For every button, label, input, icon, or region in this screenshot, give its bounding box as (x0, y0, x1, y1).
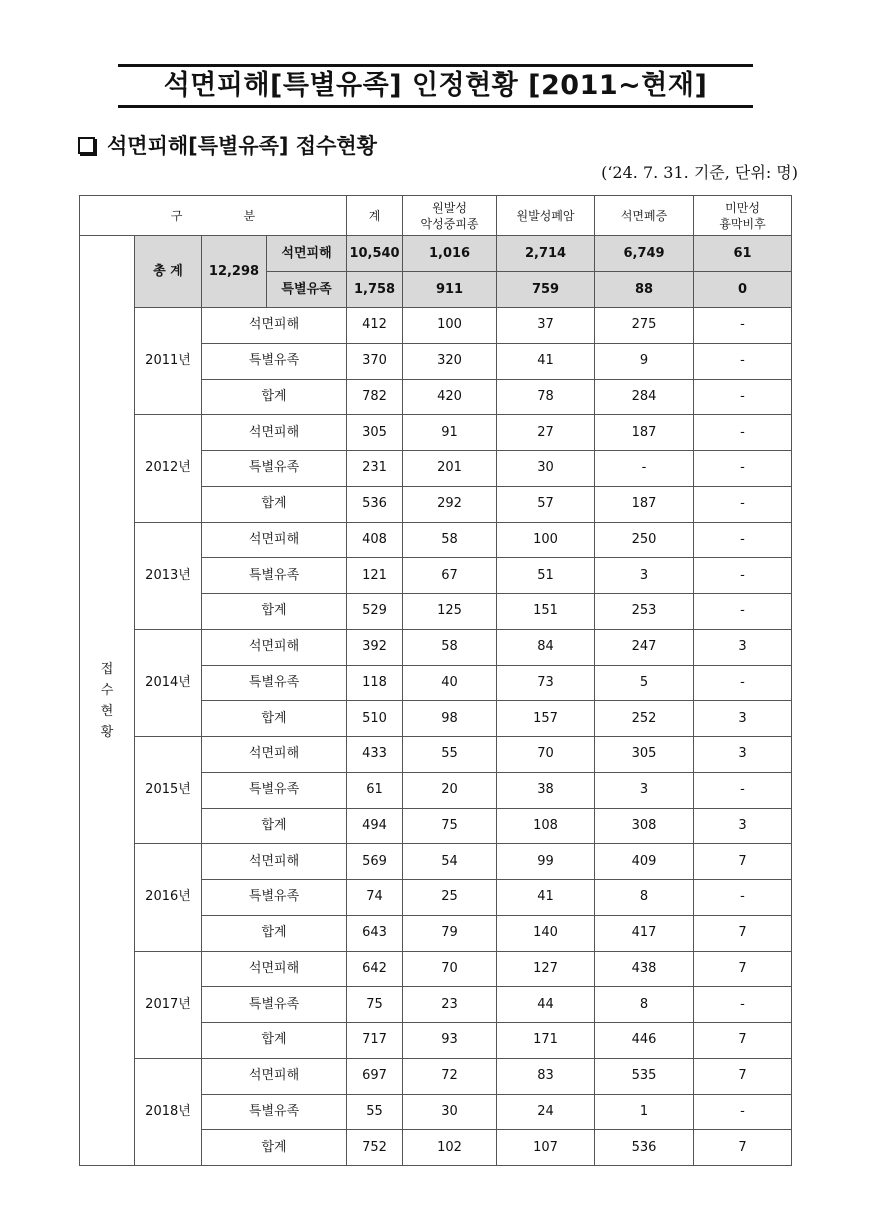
cell-pleural: 3 (694, 629, 792, 665)
cell-asbestosis: 308 (595, 808, 694, 844)
row-type: 특별유족 (267, 272, 347, 308)
cell-mesothelioma: 54 (403, 844, 497, 880)
cell-lung-cancer: 127 (497, 951, 595, 987)
table-row (80, 308, 792, 344)
year-label: 2016년 (135, 844, 202, 951)
cell-lung-cancer: 99 (497, 844, 595, 880)
cell-lung-cancer: 157 (497, 701, 595, 737)
cell-mesothelioma: 125 (403, 594, 497, 630)
cell-total: 697 (347, 1058, 403, 1094)
year-label: 2017년 (135, 951, 202, 1058)
cell-total: 75 (347, 987, 403, 1023)
title-top-rule (118, 64, 753, 67)
cell-total: 642 (347, 951, 403, 987)
header-pleural: 미만성 흉막비후 (694, 196, 792, 236)
section-heading (78, 130, 377, 160)
cell-mesothelioma: 75 (403, 808, 497, 844)
row-type: 석면피해 (202, 522, 347, 558)
cell-mesothelioma: 58 (403, 629, 497, 665)
cell-lung-cancer: 759 (497, 272, 595, 308)
cell-total: 717 (347, 1023, 403, 1059)
cell-total: 433 (347, 737, 403, 773)
cell-total: 370 (347, 343, 403, 379)
cell-pleural: - (694, 522, 792, 558)
row-type: 석면피해 (202, 951, 347, 987)
cell-total: 305 (347, 415, 403, 451)
cell-asbestosis: 1 (595, 1094, 694, 1130)
page-title: 석면피해[특별유족] 인정현황 [2011~현재] (163, 70, 708, 101)
cell-lung-cancer: 84 (497, 629, 595, 665)
section-title: 석면피해[특별유족] 접수현황 (107, 134, 377, 158)
cell-lung-cancer: 51 (497, 558, 595, 594)
year-label: 2014년 (135, 629, 202, 736)
cell-lung-cancer: 41 (497, 880, 595, 916)
unit-note: (‘24. 7. 31. 기준, 단위: 명) (601, 163, 798, 182)
cell-asbestosis: 409 (595, 844, 694, 880)
cell-mesothelioma: 30 (403, 1094, 497, 1130)
cell-asbestosis: 305 (595, 737, 694, 773)
cell-pleural: 7 (694, 1130, 792, 1166)
cell-asbestosis: 446 (595, 1023, 694, 1059)
cell-asbestosis: 187 (595, 415, 694, 451)
cell-mesothelioma: 91 (403, 415, 497, 451)
cell-lung-cancer: 107 (497, 1130, 595, 1166)
table-row (80, 951, 792, 987)
year-label: 2011년 (135, 308, 202, 415)
cell-asbestosis: 275 (595, 308, 694, 344)
cell-total: 643 (347, 915, 403, 951)
table-row (80, 737, 792, 773)
cell-mesothelioma: 102 (403, 1130, 497, 1166)
cell-pleural: - (694, 880, 792, 916)
cell-lung-cancer: 73 (497, 665, 595, 701)
cell-pleural: - (694, 379, 792, 415)
row-type: 석면피해 (202, 737, 347, 773)
cell-lung-cancer: 41 (497, 343, 595, 379)
cell-mesothelioma: 40 (403, 665, 497, 701)
cell-lung-cancer: 37 (497, 308, 595, 344)
cell-mesothelioma: 911 (403, 272, 497, 308)
cell-pleural: 3 (694, 808, 792, 844)
row-type: 특별유족 (202, 665, 347, 701)
cell-total: 231 (347, 451, 403, 487)
cell-lung-cancer: 24 (497, 1094, 595, 1130)
row-type-sum: 합계 (202, 915, 347, 951)
row-type: 특별유족 (202, 343, 347, 379)
cell-mesothelioma: 72 (403, 1058, 497, 1094)
cell-pleural: - (694, 558, 792, 594)
cell-lung-cancer: 83 (497, 1058, 595, 1094)
cell-total: 61 (347, 772, 403, 808)
cell-total: 412 (347, 308, 403, 344)
row-type: 특별유족 (202, 987, 347, 1023)
cell-lung-cancer: 108 (497, 808, 595, 844)
cell-pleural: 3 (694, 701, 792, 737)
cell-lung-cancer: 151 (497, 594, 595, 630)
cell-mesothelioma: 100 (403, 308, 497, 344)
header-row (80, 196, 792, 236)
cell-mesothelioma: 420 (403, 379, 497, 415)
cell-pleural: - (694, 451, 792, 487)
cell-asbestosis: 250 (595, 522, 694, 558)
table-row (80, 522, 792, 558)
cell-lung-cancer: 171 (497, 1023, 595, 1059)
cell-asbestosis: 535 (595, 1058, 694, 1094)
title-bottom-rule (118, 105, 753, 108)
header-asbestosis: 석면폐증 (595, 196, 694, 236)
cell-mesothelioma: 67 (403, 558, 497, 594)
cell-pleural: 7 (694, 1058, 792, 1094)
row-type: 석면피해 (202, 415, 347, 451)
row-type-sum: 합계 (202, 1023, 347, 1059)
cell-mesothelioma: 70 (403, 951, 497, 987)
cell-total: 55 (347, 1094, 403, 1130)
cell-pleural: - (694, 415, 792, 451)
cell-total: 10,540 (347, 236, 403, 272)
header-total: 계 (347, 196, 403, 236)
row-type-sum: 합계 (202, 594, 347, 630)
year-label: 2012년 (135, 415, 202, 522)
cell-mesothelioma: 79 (403, 915, 497, 951)
cell-asbestosis: 253 (595, 594, 694, 630)
cell-asbestosis: 3 (595, 558, 694, 594)
cell-mesothelioma: 58 (403, 522, 497, 558)
cell-total: 536 (347, 486, 403, 522)
cell-pleural: 7 (694, 1023, 792, 1059)
cell-mesothelioma: 93 (403, 1023, 497, 1059)
cell-lung-cancer: 78 (497, 379, 595, 415)
cell-asbestosis: 8 (595, 987, 694, 1023)
cell-asbestosis: 187 (595, 486, 694, 522)
cell-pleural: - (694, 308, 792, 344)
side-label: 접 수 현 황 (80, 236, 135, 1166)
table-row (80, 629, 792, 665)
row-type-sum: 합계 (202, 808, 347, 844)
row-type: 특별유족 (202, 1094, 347, 1130)
year-label: 2015년 (135, 737, 202, 844)
cell-lung-cancer: 70 (497, 737, 595, 773)
cell-total: 74 (347, 880, 403, 916)
row-type-sum: 합계 (202, 486, 347, 522)
cell-mesothelioma: 1,016 (403, 236, 497, 272)
cell-total: 494 (347, 808, 403, 844)
cell-asbestosis: 88 (595, 272, 694, 308)
cell-asbestosis: - (595, 451, 694, 487)
cell-pleural: 7 (694, 951, 792, 987)
cell-asbestosis: 247 (595, 629, 694, 665)
page-title-banner (118, 64, 753, 108)
cell-pleural: - (694, 987, 792, 1023)
cell-mesothelioma: 320 (403, 343, 497, 379)
header-gubun: 구 분 (80, 196, 347, 236)
cell-lung-cancer: 100 (497, 522, 595, 558)
cell-pleural: 0 (694, 272, 792, 308)
cell-mesothelioma: 25 (403, 880, 497, 916)
cell-asbestosis: 252 (595, 701, 694, 737)
table-row (80, 415, 792, 451)
cell-total: 392 (347, 629, 403, 665)
cell-lung-cancer: 27 (497, 415, 595, 451)
cell-pleural: - (694, 486, 792, 522)
header-lung-cancer: 원발성폐암 (497, 196, 595, 236)
cell-pleural: - (694, 772, 792, 808)
cell-lung-cancer: 44 (497, 987, 595, 1023)
cell-asbestosis: 536 (595, 1130, 694, 1166)
cell-total: 752 (347, 1130, 403, 1166)
year-label: 2018년 (135, 1058, 202, 1165)
cell-asbestosis: 438 (595, 951, 694, 987)
row-type: 석면피해 (202, 1058, 347, 1094)
cell-mesothelioma: 98 (403, 701, 497, 737)
cell-asbestosis: 8 (595, 880, 694, 916)
row-type: 석면피해 (202, 844, 347, 880)
cell-asbestosis: 9 (595, 343, 694, 379)
row-type-sum: 합계 (202, 379, 347, 415)
cell-mesothelioma: 292 (403, 486, 497, 522)
cell-asbestosis: 3 (595, 772, 694, 808)
cell-total: 569 (347, 844, 403, 880)
cell-pleural: 3 (694, 737, 792, 773)
cell-lung-cancer: 2,714 (497, 236, 595, 272)
row-type: 특별유족 (202, 880, 347, 916)
cell-pleural: 7 (694, 844, 792, 880)
cell-lung-cancer: 38 (497, 772, 595, 808)
cell-mesothelioma: 23 (403, 987, 497, 1023)
table-row (80, 1058, 792, 1094)
cell-total: 782 (347, 379, 403, 415)
row-type: 특별유족 (202, 451, 347, 487)
row-type: 석면피해 (202, 629, 347, 665)
cell-asbestosis: 6,749 (595, 236, 694, 272)
cell-pleural: - (694, 1094, 792, 1130)
cell-asbestosis: 5 (595, 665, 694, 701)
cell-mesothelioma: 20 (403, 772, 497, 808)
row-type-sum: 합계 (202, 701, 347, 737)
cell-asbestosis: 284 (595, 379, 694, 415)
cell-total: 529 (347, 594, 403, 630)
cell-pleural: 61 (694, 236, 792, 272)
cell-mesothelioma: 55 (403, 737, 497, 773)
cell-asbestosis: 417 (595, 915, 694, 951)
grand-total-row (80, 236, 792, 272)
row-type: 특별유족 (202, 772, 347, 808)
table-row (80, 844, 792, 880)
cell-lung-cancer: 57 (497, 486, 595, 522)
cell-mesothelioma: 201 (403, 451, 497, 487)
status-table (79, 195, 792, 1166)
row-type: 특별유족 (202, 558, 347, 594)
year-label: 2013년 (135, 522, 202, 629)
cell-pleural: - (694, 343, 792, 379)
grand-total-label: 총 계 (135, 236, 202, 308)
cell-total: 510 (347, 701, 403, 737)
cell-total: 121 (347, 558, 403, 594)
cell-pleural: - (694, 594, 792, 630)
grand-total-value: 12,298 (202, 236, 267, 308)
row-type: 석면피해 (267, 236, 347, 272)
cell-total: 118 (347, 665, 403, 701)
cell-total: 408 (347, 522, 403, 558)
cell-lung-cancer: 140 (497, 915, 595, 951)
cell-total: 1,758 (347, 272, 403, 308)
cell-pleural: 7 (694, 915, 792, 951)
cell-lung-cancer: 30 (497, 451, 595, 487)
row-type-sum: 합계 (202, 1130, 347, 1166)
cell-pleural: - (694, 665, 792, 701)
row-type: 석면피해 (202, 308, 347, 344)
checkbox-square-icon (78, 137, 95, 154)
header-mesothelioma: 원발성 악성중피종 (403, 196, 497, 236)
